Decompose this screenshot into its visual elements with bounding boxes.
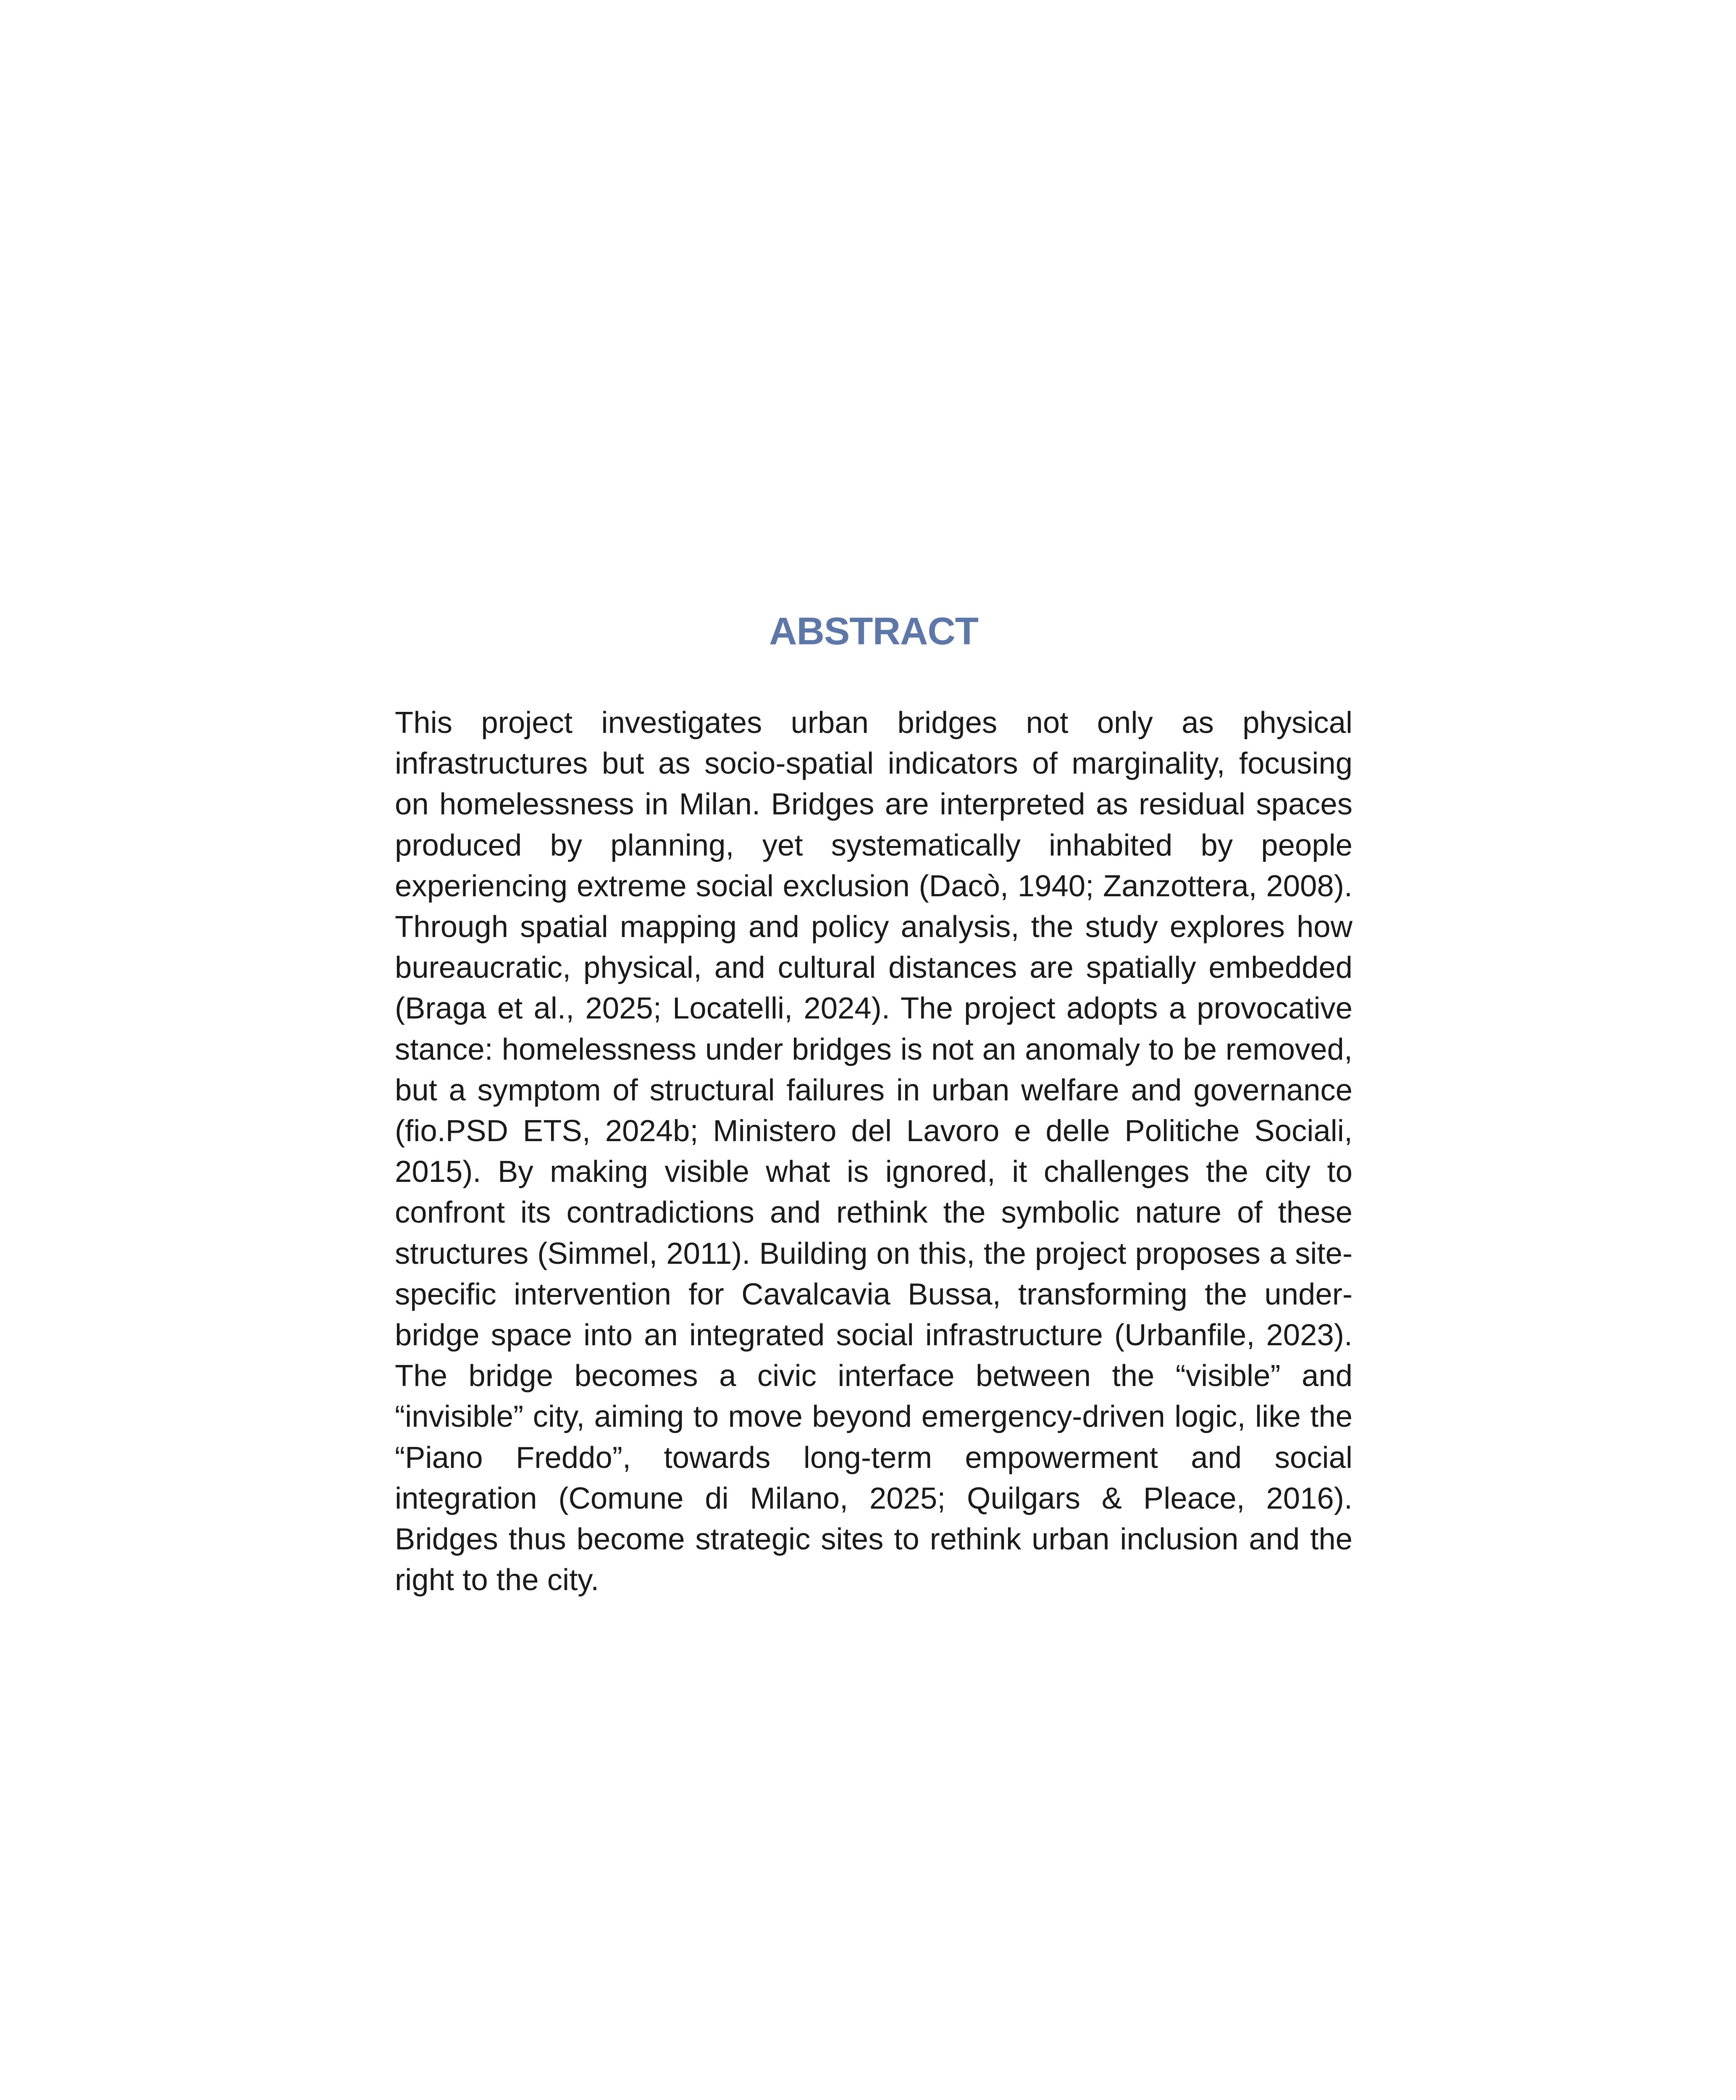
abstract-heading: ABSTRACT: [769, 610, 978, 653]
abstract-paragraph: This project investigates urban bridges not only as physical infrastructures but as socio-spatial indicators of marginality, focusing on homelessness in Milan. Bridges are interpreted as residual spaces produced by planning, yet systematically inhabited by people experiencing extreme social exclusion (Dacò, 1940; Zanzottera, 2008). Through spatial mapping and policy analysis, the study explores how bureaucratic, physical, and cultural distances are spatially embedded (Braga et al., 2025; Locatelli, 2024). The project adopts a provocative stance: homelessness under bridges is not an anomaly to be removed, but a symptom of structural failures in urban welfare and governance (fio.PSD ETS, 2024b; Ministero del Lavoro e delle Politiche Sociali, 2015). By making visible what is ignored, it challenges the city to confront its contradictions and rethink the symbolic nature of these structures (Simmel, 2011). Building on this, the project proposes a site-specific intervention for Cavalcavia Bussa, transforming the under-bridge space into an integrated social infrastructure (Urbanfile, 2023). The bridge becomes a civic interface between the “visible” and “invisible” city, aiming to move beyond emergency-driven logic, like the “Piano Freddo”, towards long-term empowerment and social integration (Comune di Milano, 2025; Quilgars & Pleace, 2016). Bridges thus become strategic sites to rethink urban inclusion and the right to the city.: [395, 706, 1353, 1597]
